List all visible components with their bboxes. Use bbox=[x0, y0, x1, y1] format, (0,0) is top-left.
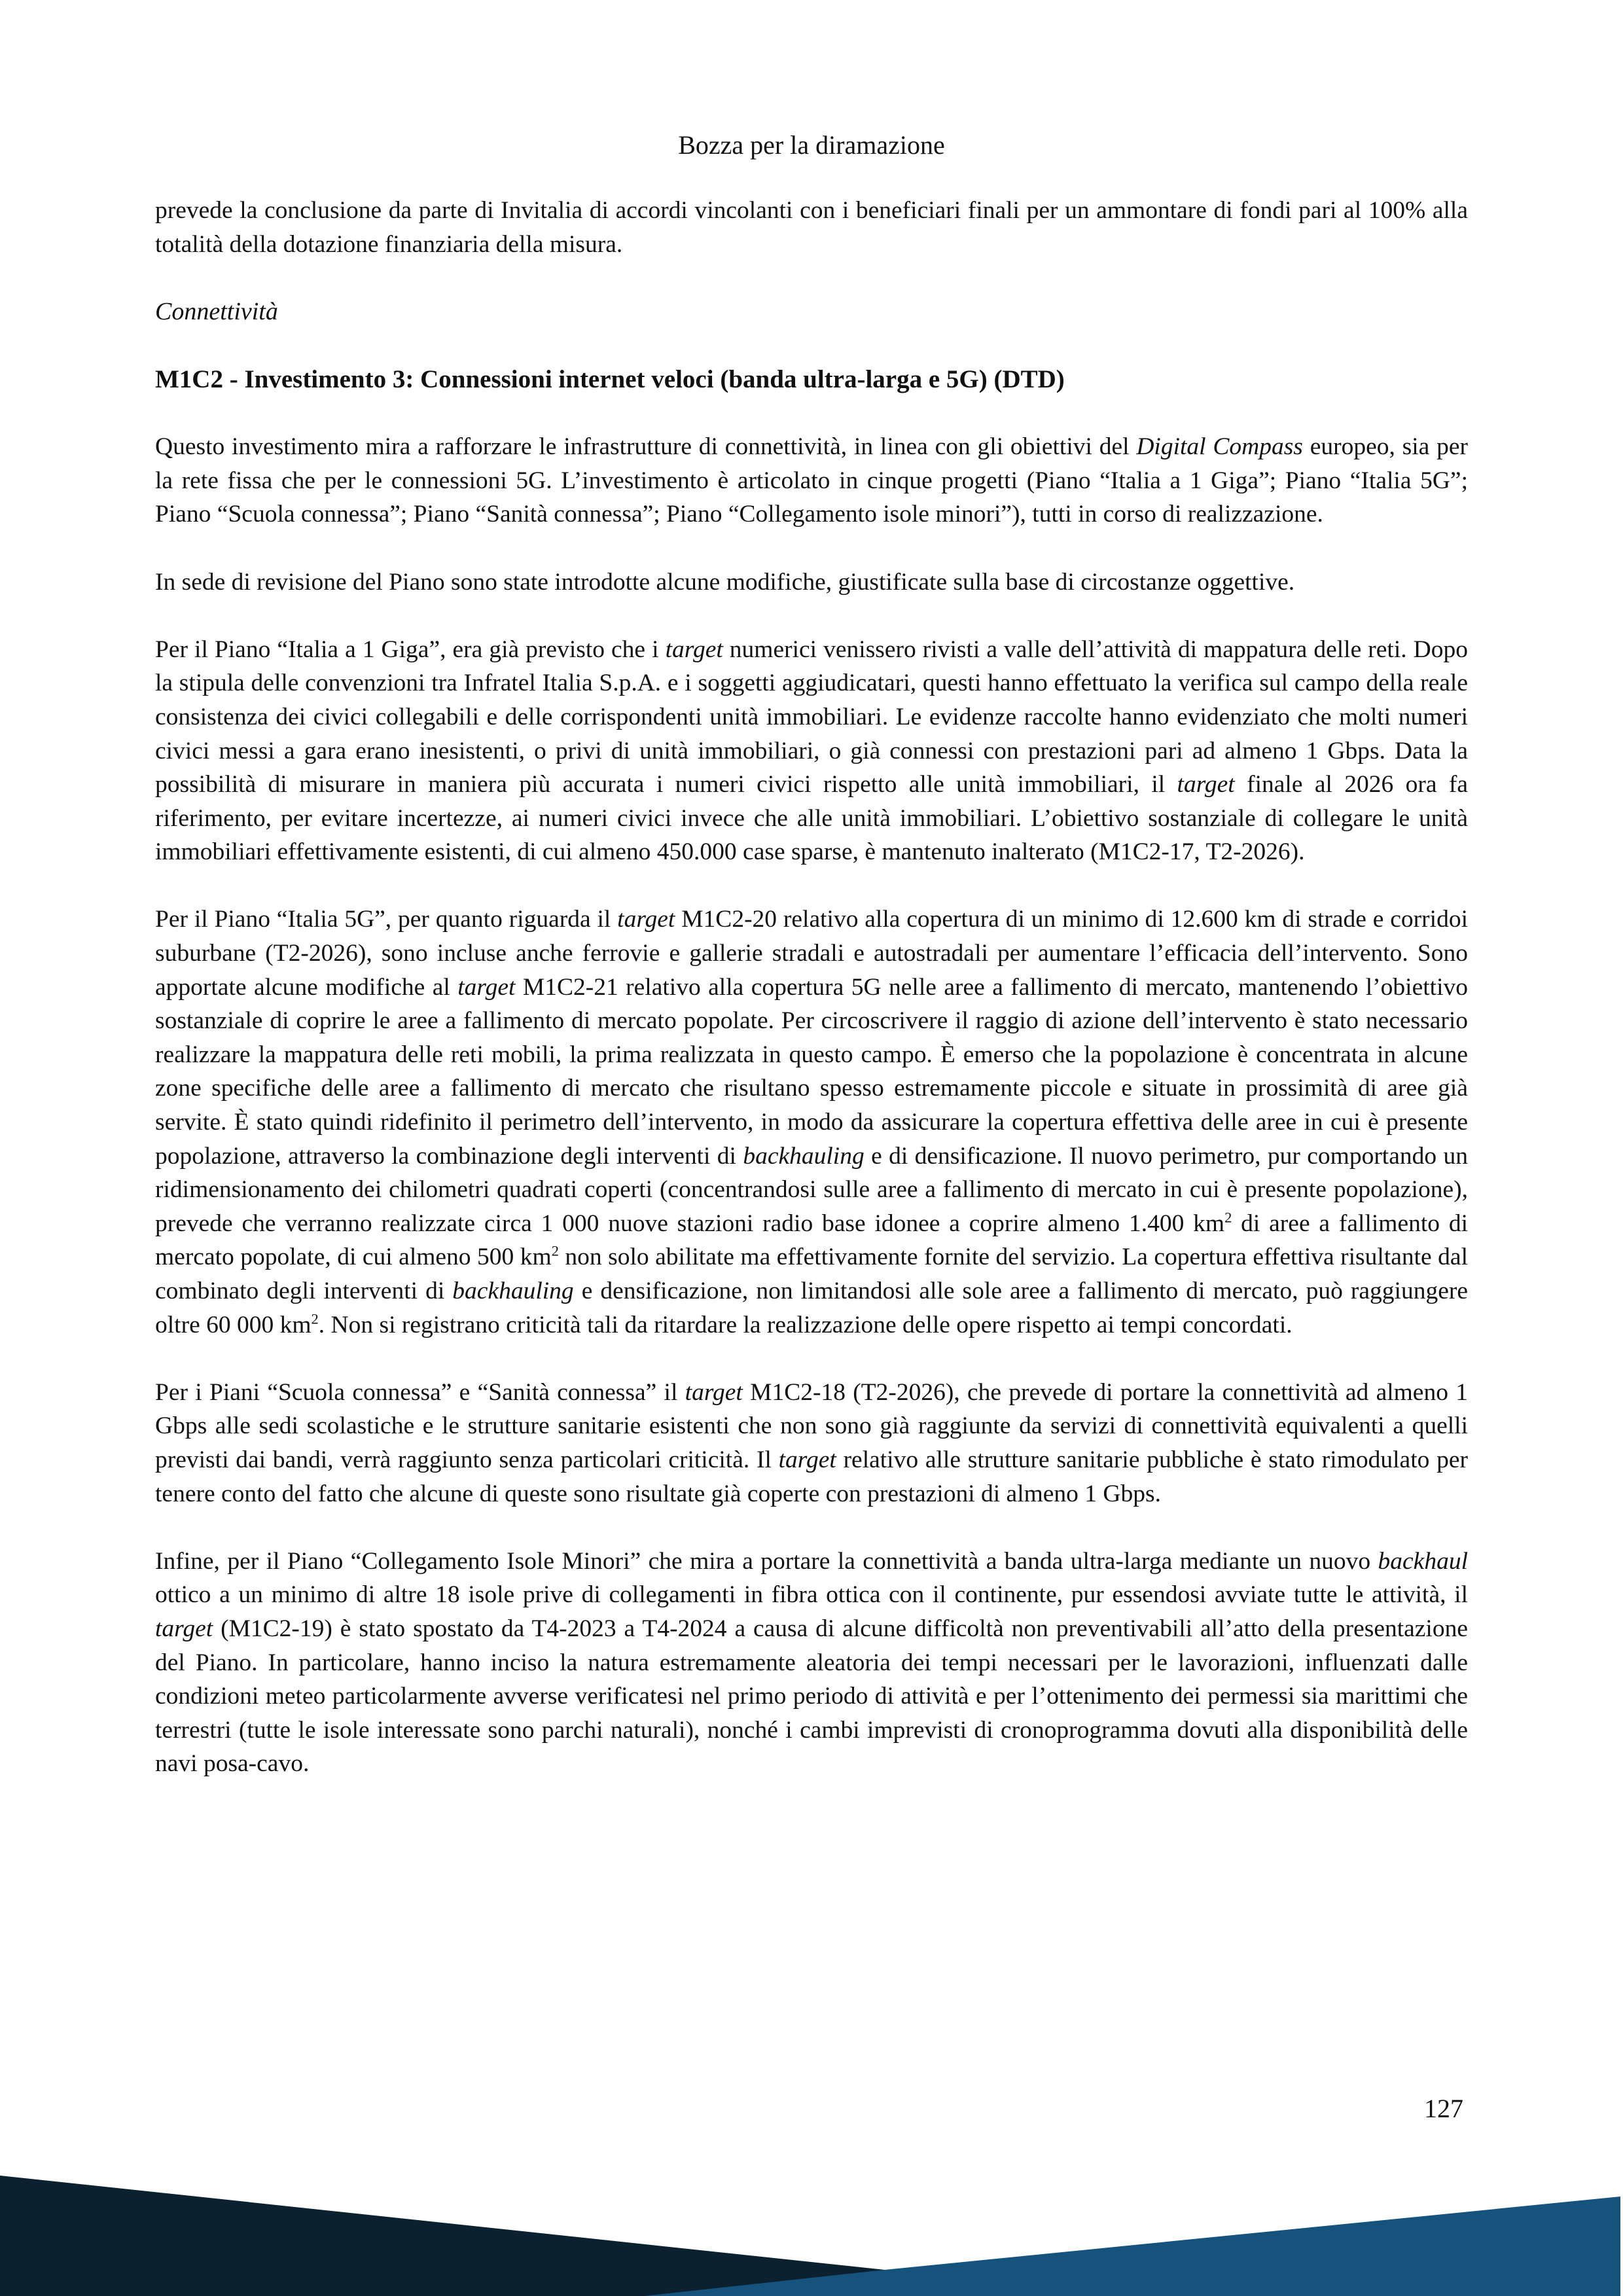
text-run: e densificazione, non limitandosi alle sole aree a fallimento di mercato, può raggiungere oltre 60 000 km bbox=[155, 1278, 1468, 1338]
italic-term: target bbox=[457, 973, 516, 1001]
paragraph-isole-minori bbox=[155, 1545, 1468, 1781]
text-run: ottico a un minimo di altre 18 isole prive di collegamenti in fibra ottica con il continente, pur essendosi avviate tutte le attività, il bbox=[155, 1581, 1468, 1609]
text-run: relativo alle strutture sanitarie pubbliche è stato rimodulato per tenere conto del fatto che alcune di queste sono risultate già coperte con prestazioni di almeno 1 Gbps. bbox=[155, 1446, 1468, 1507]
intro-paragraph bbox=[155, 194, 1468, 261]
paragraph-scuola-sanita bbox=[155, 1376, 1468, 1511]
page-number: 127 bbox=[1424, 2094, 1463, 2123]
blue-band-shape bbox=[644, 2197, 1620, 2296]
text-run: finale al 2026 ora fa riferimento, per evitare incertezze, ai numeri civici invece che alle unità immobiliari. L’obiettivo sostanziale di collegare le unità immobiliari effettivamente esistenti, di cui almeno 450.000 case sparse, è mantenuto inalterato (M1C2-17, T2-2026). bbox=[155, 771, 1468, 866]
italic-term: target bbox=[1177, 771, 1235, 798]
text-run: M1C2-20 relativo alla copertura di un minimo di 12.600 km di strade e corridoi suburbane (T2-2026), sono incluse anche ferrovie e gallerie stradali e autostradali per aumentare l’efficacia dell’intervento. Sono apportate alcune modifiche al bbox=[155, 906, 1468, 1001]
superscript: 2 bbox=[311, 1310, 319, 1327]
text-run: M1C2-21 relativo alla copertura 5G nelle aree a fallimento di mercato, mantenendo l’obiettivo sostanziale di coprire le aree a fallimento di mercato popolate. Per circoscrivere il raggio di azione dell’intervento è stato necessario realizzare la mappatura delle reti mobili, la prima realizzata in questo campo. È emerso che la popolazione è concentrata in alcune zone specifiche delle aree a fallimento di mercato che risultano spesso estremamente piccole e situate in prossimità di aree già servite. È stato quindi ridefinito il perimetro dell’intervento, in modo da assicurare la copertura effettiva delle aree in cui è presente popolazione, attraverso la combinazione degli interventi di bbox=[155, 973, 1468, 1170]
page-body bbox=[155, 194, 1468, 1815]
dark-band-shape bbox=[0, 2176, 885, 2296]
text-run: e di densificazione. Il nuovo perimetro, pur comportando un ridimensionamento dei chilometri quadrati coperti (concentrandosi sulle aree a fallimento di mercato in cui è presente popolazione), prevede che verranno realizzate circa 1 000 nuove stazioni radio base idonee a coprire almeno 1.400 km bbox=[155, 1142, 1468, 1237]
italic-term: target bbox=[617, 906, 675, 933]
text-run: Per il Piano “Italia 5G”, per quanto riguarda il bbox=[155, 906, 618, 933]
text-run: In sede di revisione del Piano sono state introdotte alcune modifiche, giustificate sulla base di circostanze oggettive. bbox=[155, 568, 1295, 596]
italic-term: target bbox=[155, 1615, 213, 1642]
text-run: Per il Piano “Italia a 1 Giga”, era già previsto che i bbox=[155, 636, 666, 663]
superscript: 2 bbox=[1224, 1209, 1232, 1226]
italic-term: Digital Compass bbox=[1136, 433, 1303, 461]
paragraph-italia-5g bbox=[155, 903, 1468, 1342]
section-heading: M1C2 - Investimento 3: Connessioni internet veloci (banda ultra-larga e 5G) (DTD) bbox=[155, 365, 1065, 393]
paragraph-italia-1-giga bbox=[155, 633, 1468, 869]
italic-term: target bbox=[685, 1378, 743, 1406]
text-run: Per i Piani “Scuola connessa” e “Sanità connessa” il bbox=[155, 1378, 685, 1406]
italic-term: target bbox=[665, 636, 723, 663]
italic-term: backhauling bbox=[452, 1278, 574, 1304]
italic-term: target bbox=[778, 1446, 836, 1473]
section-label: Connettività bbox=[155, 297, 278, 325]
italic-term: backhauling bbox=[743, 1142, 865, 1170]
text-run: numerici venissero rivisti a valle dell’attività di mappatura delle reti. Dopo la stipula delle convenzioni tra Infratel Italia S.p.A. e i soggetti aggiudicatari, questi hanno effettuato la verifica sul campo della reale consistenza dei civici collegabili e delle corrispondenti unità immobiliari. Le evidenze raccolte hanno evidenziato che molti numeri civici messi a gara erano inesistenti, o privi di unità immobiliari, o già connessi con prestazioni pari ad almeno 1 Gbps. Data la possibilità di misurare in maniera più accurata i numeri civici rispetto alle unità immobiliari, il bbox=[155, 636, 1468, 798]
text-run: non solo abilitate ma effettivamente fornite del servizio. La copertura effettiva risultante dal combinato degli interventi di bbox=[155, 1244, 1468, 1304]
text-run: prevede la conclusione da parte di Invitalia di accordi vincolanti con i beneficiari finali per un ammontare di fondi pari al 100% alla totalità della dotazione finanziaria della misura. bbox=[155, 197, 1468, 258]
running-header bbox=[0, 128, 1623, 162]
italic-term: backhaul bbox=[1378, 1547, 1468, 1575]
text-run: (M1C2-19) è stato spostato da T4-2023 a T4-2024 a causa di alcune difficoltà non preventivabili all’atto della presentazione del Piano. In particolare, hanno inciso la natura estremamente aleatoria dei tempi necessari per le lavorazioni, influenzati dalle condizioni meteo particolarmente avverse verificatesi nel primo periodo di attività e per l’ottenimento dei permessi sia marittimi che terrestri (tutte le isole interessate sono parchi naturali), nonché i cambi imprevisti di cronoprogramma dovuti alla disponibilità delle navi posa-cavo. bbox=[155, 1615, 1468, 1778]
text-run: Infine, per il Piano “Collegamento Isole Minori” che mira a portare la connettività a banda ultra-larga mediante un nuovo bbox=[155, 1547, 1378, 1575]
text-run: Questo investimento mira a rafforzare le infrastrutture di connettività, in linea con gli obiettivi del bbox=[155, 433, 1137, 461]
paragraph-overview bbox=[155, 430, 1468, 531]
footer-decorative-band bbox=[0, 2160, 1623, 2296]
text-run: . Non si registrano criticità tali da ritardare la realizzazione delle opere rispetto ai tempi concordati. bbox=[318, 1311, 1293, 1338]
text-run: europeo, sia per la rete fissa che per le connessioni 5G. L’investimento è articolato in cinque progetti (Piano “Italia a 1 Giga”; Piano “Italia 5G”; Piano “Scuola connessa”; Piano “Sanità connessa”; Piano “Collegamento isole minori”), tutti in corso di realizzazione. bbox=[155, 433, 1468, 528]
paragraph-revision bbox=[155, 565, 1468, 600]
running-header-text: Bozza per la diramazione bbox=[678, 130, 945, 160]
text-run: M1C2-18 (T2-2026), che prevede di portare la connettività ad almeno 1 Gbps alle sedi scolastiche e le strutture sanitarie esistenti che non sono già raggiunte da servizi di connettività equivalenti a quelli previsti dai bandi, verrà raggiunto senza particolari criticità. Il bbox=[155, 1378, 1468, 1473]
text-run: di aree a fallimento di mercato popolate, di cui almeno 500 km bbox=[155, 1210, 1469, 1271]
superscript: 2 bbox=[551, 1242, 559, 1259]
